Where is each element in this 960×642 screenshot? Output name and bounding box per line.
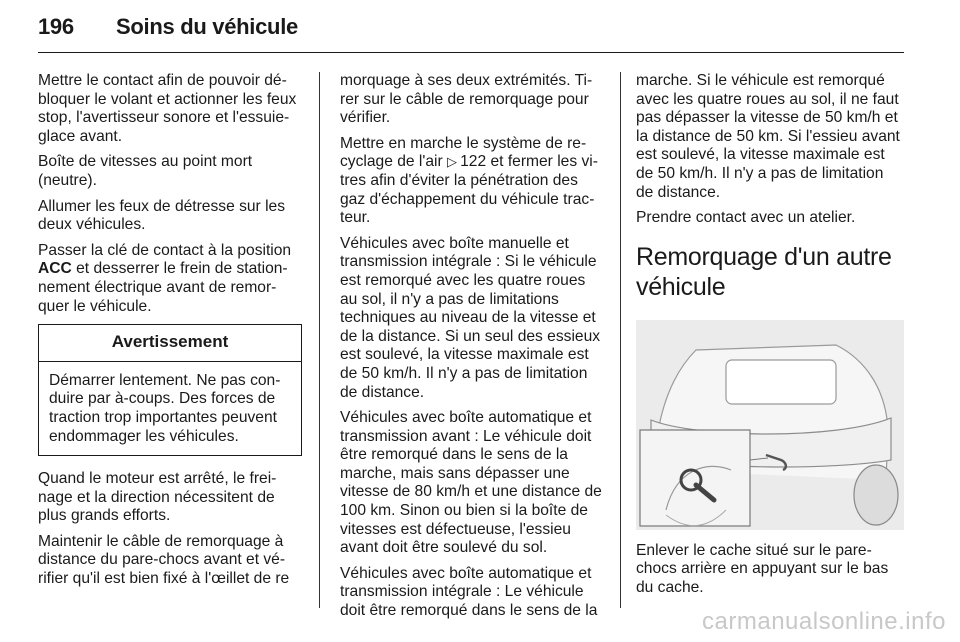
page-header xyxy=(38,14,298,40)
text-run: et fermer les vitres afin d'éviter la pénétration des gaz d'échappement du véhicule tracteur. xyxy=(340,153,598,227)
paragraph: Véhicules avec boîte manuelle et transmission intégrale : Si le véhicule est remorqué avec les quatre roues au sol, il n'y a pas de limitations techniques au niveau de la vitesse et de la distance. Si un seul des essieux est soulevé, la vitesse maximale est de 50 km/h. Il n'y a pas de limitation de distance. xyxy=(340,234,601,401)
paragraph: Prendre contact avec un atelier. xyxy=(636,209,856,227)
page-number: 196 xyxy=(38,14,74,39)
paragraph: Mettre le contact afin de pouvoir débloquer le volant et actionner les feux stop, l'avertisseur sonore et l'essuie-glace avant. xyxy=(38,72,297,145)
paragraph: marche. Si le véhicule est remorqué avec les quatre roues au sol, il ne faut pas dépasser la vitesse de 50 km/h et la distance de 50 km. Si l'essieu avant est soulevé, la vitesse maximale est de 50 km/h. Il n'y a pas de limitation de distance. xyxy=(636,72,900,201)
watermark: carmanualsonline.info xyxy=(702,608,946,635)
key-position-acc: ACC xyxy=(38,260,72,278)
paragraph: Enlever le cache situé sur le pare-chocs arrière en appuyant sur le bas du cache. xyxy=(636,541,889,596)
warning-text: Démarrer lentement. Ne pas conduire par à-coups. Des forces de traction trop importantes peuvent endommager les véhicules. xyxy=(49,371,281,445)
column-divider xyxy=(319,72,320,608)
header-divider xyxy=(38,52,904,53)
paragraph xyxy=(38,242,302,316)
column-divider xyxy=(620,72,621,608)
paragraph: Quand le moteur est arrêté, le freinage et la direction nécessitent de plus grands efforts. xyxy=(38,470,277,525)
section-heading: Remorquage d'un autre véhicule xyxy=(636,242,892,301)
paragraph: Véhicules avec boîte automatique et transmission avant : Le véhicule doit être remorqué dans le sens de la marche, mais sans dépasser une vitesse de 80 km/h et une distance de 100 km. Sinon ou bien si la boîte de vitesses est défectueuse, l'essieu avant doit être soulevé du sol. xyxy=(340,409,602,557)
arrow-right-ref-icon: ▷ xyxy=(447,154,457,170)
warning-box xyxy=(38,324,302,456)
text-run: Passer la clé de contact à la position xyxy=(38,241,292,259)
column-2 xyxy=(340,72,604,628)
paragraph: Allumer les feux de détresse sur les deux véhicules. xyxy=(38,197,286,234)
text-run: Mettre en marche le système de recyclage de l'air xyxy=(340,134,587,171)
column-3 xyxy=(636,72,904,605)
paragraph: morquage à ses deux extrémités. Tirer sur le câble de remorquage pour vérifier. xyxy=(340,72,593,127)
paragraph: Boîte de vitesses au point mort (neutre). xyxy=(38,153,253,189)
column-1 xyxy=(38,72,302,596)
paragraph: Maintenir le câble de remorquage à distance du pare-chocs avant et vérifier qu'il est bien fixé à l'œillet de re xyxy=(38,532,290,588)
paragraph xyxy=(340,135,604,228)
warning-title: Avertissement xyxy=(39,325,301,362)
rear-bumper-icon xyxy=(636,320,904,530)
page-title: Soins du véhicule xyxy=(116,14,298,39)
rear-bumper-towing-eye-illustration xyxy=(636,320,904,530)
page-reference-link[interactable]: 122 xyxy=(460,153,487,171)
paragraph: Véhicules avec boîte automatique et transmission intégrale : Le véhicule doit être remorqué dans le sens de la xyxy=(340,564,598,620)
text-run: et desserrer le frein de stationnement électrique avant de remorquer le véhicule. xyxy=(38,260,288,315)
